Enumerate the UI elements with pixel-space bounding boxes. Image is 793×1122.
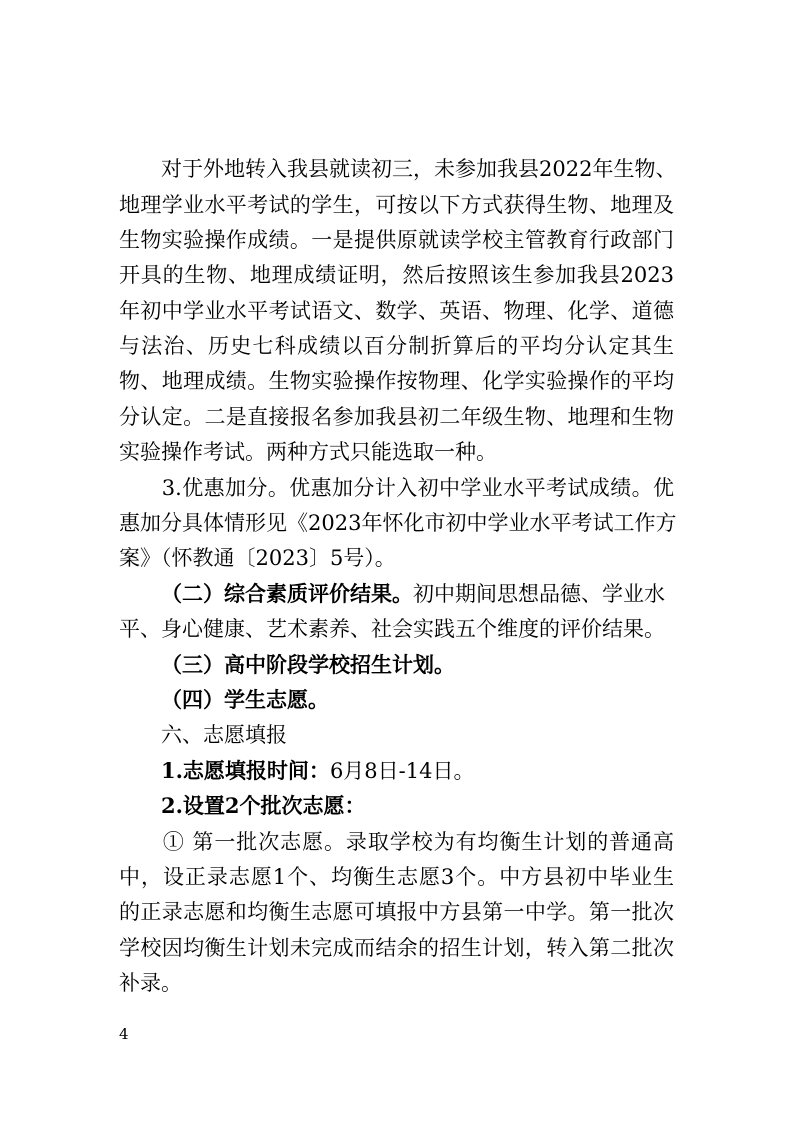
para1-line5: 年初中学业水平考试语文、数学、英语、物理、化学、道德 <box>119 299 674 323</box>
section-heading-wish: （四）学生志愿。 <box>161 687 329 712</box>
item1-value: 6月8日-14日。 <box>329 759 475 783</box>
para1-line3: 生物实验操作成绩。一是提供原就读学校主管教育行政部门 <box>119 228 674 252</box>
para4-line1: ① 第一批次志愿。录取学校为有均衡生计划的普通高 <box>119 830 674 854</box>
para4-line5: 补录。 <box>119 971 182 995</box>
para1-line7: 物、地理成绩。生物实验操作按物理、化学实验操作的平均 <box>119 369 674 393</box>
para1-line4: 开具的生物、地理成绩证明，然后按照该生参加我县2023 <box>119 263 674 287</box>
para3-line1 <box>161 577 665 611</box>
para4-line4: 学校因均衡生计划未完成而结余的招生计划，转入第二批次 <box>119 936 674 960</box>
para1-line2: 地理学业水平考试的学生，可按以下方式获得生物、地理及 <box>119 193 674 217</box>
item1-label: 1.志愿填报时间： <box>161 758 330 783</box>
para2-line2: 惠加分具体情形见《2023年怀化市初中学业水平考试工作方 <box>119 511 677 535</box>
section-heading-six: 六、志愿填报 <box>161 723 287 747</box>
para4-line2: 中，设正录志愿1个、均衡生志愿3个。中方县初中毕业生 <box>119 865 674 889</box>
para1-line8: 分认定。二是直接报名参加我县初二年级生物、地理和生物 <box>119 405 674 429</box>
para2-line3: 案》（怀教通〔2023〕5号）。 <box>119 546 396 570</box>
section-heading-evaluation: （二）综合素质评价结果。 <box>161 581 413 606</box>
para1-line9: 实验操作考试。两种方式只能选取一种。 <box>119 440 497 464</box>
item2-heading: 2.设置2个批次志愿： <box>161 793 366 818</box>
para2-line1: 3.优惠加分。优惠加分计入初中学业水平考试成绩。优 <box>119 476 674 500</box>
para3-text: 初中期间思想品德、学业水 <box>413 582 665 606</box>
section-heading-plan: （三）高中阶段学校招生计划。 <box>161 652 455 677</box>
page-number: 4 <box>119 1025 129 1043</box>
para4-line3: 的正录志愿和均衡生志愿可填报中方县第一中学。第一批次 <box>119 900 674 924</box>
para1-line1: 对于外地转入我县就读初三，未参加我县2022年生物、 <box>119 157 677 181</box>
item1-line <box>161 754 474 788</box>
para3-line2: 平、身心健康、艺术素养、社会实践五个维度的评价结果。 <box>119 617 665 641</box>
para1-line6: 与法治、历史七科成绩以百分制折算后的平均分认定其生 <box>119 334 674 358</box>
